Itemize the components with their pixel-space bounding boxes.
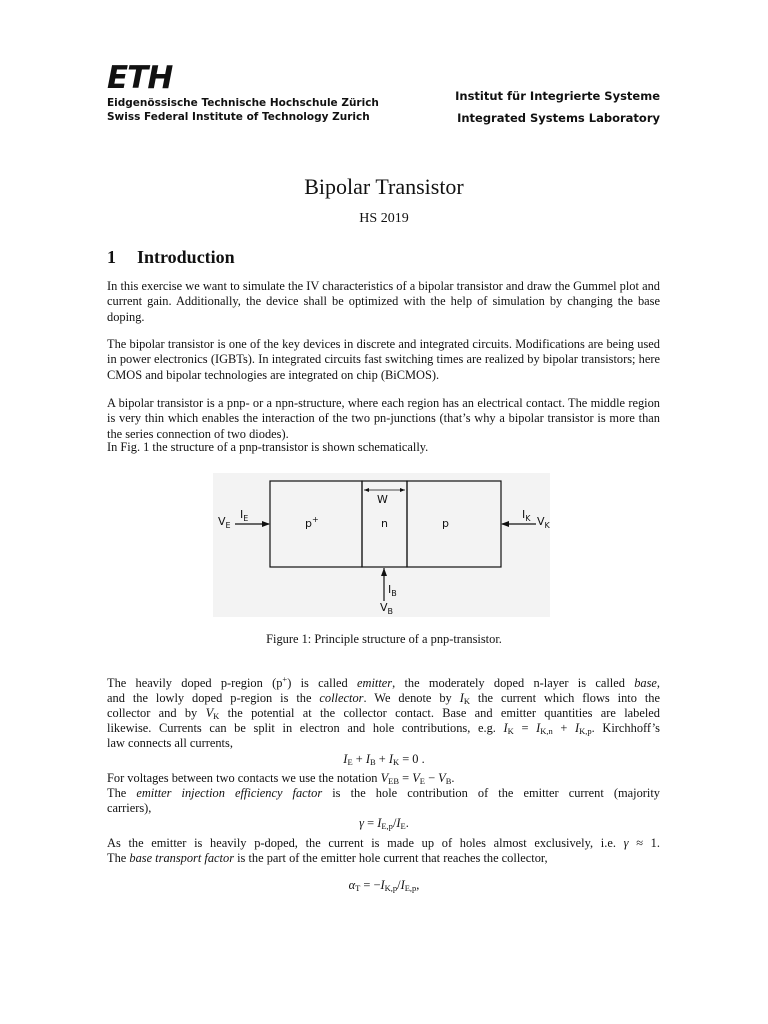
text-line-10: The base transport factor is the part of the emitter hole current that reaches the collector, <box>107 851 548 865</box>
label-ve: $V_E$ <box>218 515 231 530</box>
paragraph-figure-ref: In Fig. 1 the structure of a pnp-transistor is shown schematically. <box>107 440 429 454</box>
width-arrowhead-left <box>364 488 369 492</box>
width-arrowhead-right <box>400 488 405 492</box>
pnp-structure-diagram <box>213 473 550 617</box>
section-number: 1 <box>107 247 116 267</box>
institute-name-english: Integrated Systems Laboratory <box>457 111 660 125</box>
collector-arrowhead <box>501 521 509 527</box>
university-name-german: Eidgenössische Technische Hochschule Zürich <box>107 97 379 109</box>
text-line-5: law connects all currents, <box>107 736 233 750</box>
label-p-plus: p+ <box>305 515 319 530</box>
equation-kirchhoff: $I_E + I_B + I_K = 0$ . <box>343 752 425 767</box>
university-name-english: Swiss Federal Institute of Technology Zurich <box>107 111 370 123</box>
institute-name-german: Institut für Integrierte Systeme <box>455 89 660 103</box>
section-heading <box>107 247 235 268</box>
emitter-region <box>270 481 362 567</box>
equation-base-transport: $\alpha_T = -I_{K,p}/I_{E,p}$, <box>348 878 420 893</box>
label-vk: $V_K$ <box>537 515 550 530</box>
eth-logo: ETH <box>107 60 173 96</box>
paragraph-structure: A bipolar transistor is a pnp- or a npn-structure, where each region has an electrical contact. The middle region is very thin which enables the interaction of the two pn-junctions (that’s why a bipolar transistor is more than the series connection of two diodes). <box>107 396 660 441</box>
text-line-2: and the lowly doped p-region is the collector. We denote by $I_K$ the current which flows into the <box>107 691 660 706</box>
base-arrowhead <box>381 568 387 576</box>
equation-injection-efficiency: $\gamma = I_{E,p}/I_E$. <box>359 816 409 831</box>
section-title: Introduction <box>137 247 235 267</box>
label-ik: $I_K$ <box>522 508 531 523</box>
figure-caption: Figure 1: Principle structure of a pnp-transistor. <box>266 632 502 646</box>
emitter-arrowhead <box>262 521 270 527</box>
label-ib: $I_B$ <box>388 583 397 598</box>
document-subtitle: HS 2019 <box>359 211 409 226</box>
label-vb: $V_B$ <box>380 601 394 616</box>
label-n: n <box>381 517 388 530</box>
label-w: W <box>377 493 388 506</box>
text-line-7: The emitter injection efficiency factor is the hole contribution of the emitter current (majority <box>107 786 660 800</box>
document-title: Bipolar Transistor <box>304 174 464 199</box>
text-line-3: collector and by $V_K$ the potential at the collector contact. Base and emitter quantities are labeled <box>107 706 660 721</box>
paragraph-applications: The bipolar transistor is one of the key devices in discrete and integrated circuits. Modifications are being used in power electronics (IGBTs). In integrated circuits fast switching times are realized by bipolar transistors; here CMOS and bipolar technologies are integrated on chip (BiCMOS). <box>107 337 660 382</box>
text-line-4: likewise. Currents can be split in electron and hole contributions, e.g. $I_K = I_{K,n} + I_{K,p}$. Kirchhoff’s <box>107 721 660 736</box>
label-p: p <box>442 517 449 530</box>
text-line-8: carriers), <box>107 801 152 815</box>
paragraph-intro: In this exercise we want to simulate the IV characteristics of a bipolar transistor and draw the Gummel plot and current gain. Additionally, the device shall be optimized with the help of simulation by changing the base doping. <box>107 279 660 324</box>
text-line-9: As the emitter is heavily p-doped, the current is made up of holes almost exclusively, i.e. γ ≈ 1. <box>107 836 660 850</box>
text-line-1: The heavily doped p-region (p+) is called emitter, the moderately doped n-layer is called base, <box>107 674 661 690</box>
label-ie: $I_E$ <box>240 508 249 523</box>
text-line-6: For voltages between two contacts we use the notation $V_{EB} = V_E - V_B$. <box>107 771 455 786</box>
collector-region <box>407 481 501 567</box>
